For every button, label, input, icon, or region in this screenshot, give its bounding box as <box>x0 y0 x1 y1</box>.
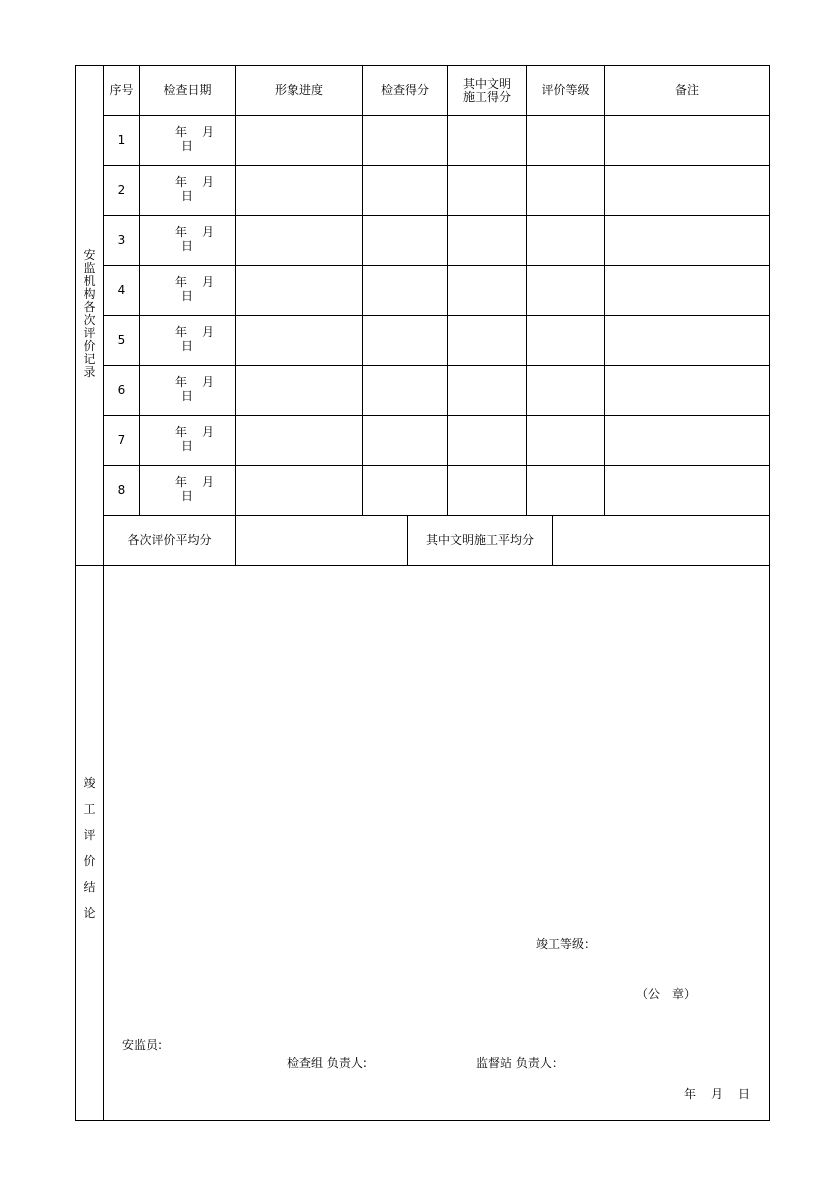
sign-date-year: 年 <box>684 1087 697 1101</box>
civil-avg-value[interactable] <box>553 516 769 565</box>
inspector-label: 安监员: <box>122 1038 163 1052</box>
station-leader-label: 监督站 负责人： <box>476 1056 564 1070</box>
row-civil-score-cell[interactable] <box>448 266 526 315</box>
row-remark-cell[interactable] <box>605 116 769 165</box>
row-civil-score-cell[interactable] <box>448 166 526 215</box>
side-label-char: 录 <box>83 365 96 379</box>
row-civil-score-cell[interactable] <box>448 466 526 515</box>
row-remark-cell[interactable] <box>605 416 769 465</box>
row-remark-cell[interactable] <box>605 216 769 265</box>
civil-avg-label: 其中文明施工平均分 <box>425 533 534 547</box>
row-grade-cell[interactable] <box>527 266 604 315</box>
row-grade-cell[interactable] <box>527 366 604 415</box>
row-remark-cell[interactable] <box>605 166 769 215</box>
row-date-year: 年 <box>175 325 188 339</box>
row-date-day: 日 <box>181 339 194 353</box>
row-remark-cell[interactable] <box>605 266 769 315</box>
row-date-year: 年 <box>175 225 188 239</box>
row-date-month: 月 <box>202 275 215 289</box>
row-date-year: 年 <box>175 275 188 289</box>
header-score: 检查得分 <box>380 83 429 97</box>
row-civil-score-cell[interactable] <box>448 416 526 465</box>
row-progress-cell[interactable] <box>236 166 362 215</box>
group-leader-label: 检查组 负责人: <box>287 1056 367 1070</box>
row-remark-cell[interactable] <box>605 366 769 415</box>
row-seq: 4 <box>117 283 126 297</box>
row-seq: 8 <box>117 483 126 497</box>
row-seq: 6 <box>117 383 126 397</box>
row-grade-cell[interactable] <box>527 216 604 265</box>
row-score-cell[interactable] <box>363 166 447 215</box>
row-date-day: 日 <box>181 439 194 453</box>
row-seq: 7 <box>117 433 126 447</box>
frame-bottom <box>75 1120 770 1121</box>
row-seq: 5 <box>117 333 126 347</box>
header-progress: 形象进度 <box>274 83 323 97</box>
row-date-day: 日 <box>181 239 194 253</box>
side-label-char: 机 <box>83 274 96 288</box>
row-seq: 2 <box>117 183 126 197</box>
row-remark-cell[interactable] <box>605 466 769 515</box>
header-remark: 备注 <box>674 83 699 97</box>
row-date-year: 年 <box>175 475 188 489</box>
side-label-char: 记 <box>83 352 96 366</box>
section-divider <box>75 565 770 566</box>
row-civil-score-cell[interactable] <box>448 366 526 415</box>
side-label-char: 安 <box>83 248 96 262</box>
row-score-cell[interactable] <box>363 116 447 165</box>
side-label-char: 监 <box>83 261 96 275</box>
row-date-year: 年 <box>175 175 188 189</box>
row-date-year: 年 <box>175 125 188 139</box>
row-progress-cell[interactable] <box>236 366 362 415</box>
side-label-char: 各 <box>83 300 96 314</box>
row-seq: 3 <box>117 233 126 247</box>
header-date: 检查日期 <box>163 83 212 97</box>
header-grade: 评价等级 <box>541 83 590 97</box>
row-date-month: 月 <box>202 375 215 389</box>
row-progress-cell[interactable] <box>236 216 362 265</box>
row-progress-cell[interactable] <box>236 466 362 515</box>
row-date-month: 月 <box>202 175 215 189</box>
header-seq: 序号 <box>109 83 134 97</box>
row-score-cell[interactable] <box>363 316 447 365</box>
row-score-cell[interactable] <box>363 266 447 315</box>
side-label-char: 论 <box>83 906 96 920</box>
row-civil-score-cell[interactable] <box>448 116 526 165</box>
row-grade-cell[interactable] <box>527 416 604 465</box>
row-date-day: 日 <box>181 289 194 303</box>
row-date-month: 月 <box>202 225 215 239</box>
row-grade-cell[interactable] <box>527 316 604 365</box>
frame-right <box>769 65 770 1120</box>
row-grade-cell[interactable] <box>527 116 604 165</box>
frame-left <box>75 65 76 1120</box>
row-seq: 1 <box>117 133 126 147</box>
row-score-cell[interactable] <box>363 466 447 515</box>
row-date-month: 月 <box>202 125 215 139</box>
row-date-day: 日 <box>181 139 194 153</box>
side-label-char: 价 <box>83 854 96 868</box>
side-label-char: 评 <box>83 326 96 340</box>
side-label-char: 评 <box>83 828 96 842</box>
side-label-char: 结 <box>83 880 96 894</box>
row-progress-cell[interactable] <box>236 316 362 365</box>
seal-label: （公 章） <box>636 987 697 1001</box>
row-score-cell[interactable] <box>363 416 447 465</box>
row-score-cell[interactable] <box>363 366 447 415</box>
section1-side-label <box>76 249 103 379</box>
row-date-year: 年 <box>175 375 188 389</box>
row-grade-cell[interactable] <box>527 466 604 515</box>
row-grade-cell[interactable] <box>527 166 604 215</box>
col-line <box>139 65 140 515</box>
row-score-cell[interactable] <box>363 216 447 265</box>
row-date-month: 月 <box>202 475 215 489</box>
section2-side-label <box>76 770 103 926</box>
row-date-month: 月 <box>202 425 215 439</box>
side-label-char: 次 <box>83 313 96 327</box>
header-civil-score: 其中文明 施工得分 <box>462 76 511 104</box>
row-date-day: 日 <box>181 389 194 403</box>
row-progress-cell[interactable] <box>236 416 362 465</box>
side-label-char: 工 <box>83 802 96 816</box>
row-civil-score-cell[interactable] <box>448 316 526 365</box>
row-remark-cell[interactable] <box>605 316 769 365</box>
row-date-day: 日 <box>181 489 194 503</box>
row-date-year: 年 <box>175 425 188 439</box>
avg-value[interactable] <box>236 516 407 565</box>
sign-date-month: 月 <box>711 1087 724 1101</box>
completion-grade-label: 竣工等级： <box>536 937 597 951</box>
row-date-day: 日 <box>181 189 194 203</box>
side-label-char: 构 <box>83 287 96 301</box>
side-label-char: 竣 <box>83 776 96 790</box>
row-date-month: 月 <box>202 325 215 339</box>
row-progress-cell[interactable] <box>236 266 362 315</box>
row-civil-score-cell[interactable] <box>448 216 526 265</box>
avg-label: 各次评价平均分 <box>127 533 212 547</box>
sign-date-day: 日 <box>738 1087 751 1101</box>
row-progress-cell[interactable] <box>236 116 362 165</box>
side-label-char: 价 <box>83 339 96 353</box>
